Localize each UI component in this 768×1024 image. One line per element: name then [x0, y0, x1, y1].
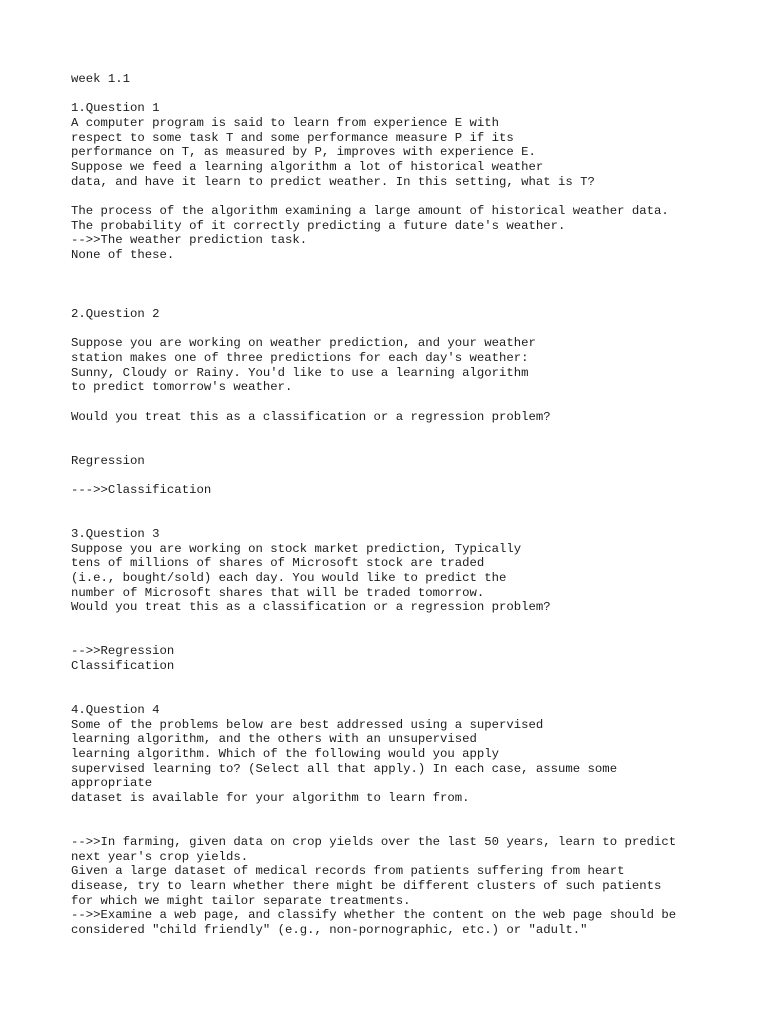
question-1-option: None of these. — [71, 248, 175, 262]
question-4-heading: 4.Question 4 — [71, 703, 160, 717]
question-3-prompt-line: (i.e., bought/sold) each day. You would like to predict the — [71, 571, 507, 585]
question-2-option-selected: --->>Classification — [71, 483, 212, 497]
question-3-prompt-line: tens of millions of shares of Microsoft stock are traded — [71, 556, 485, 570]
question-4-option-continuation: disease, try to learn whether there might be different clusters of such patients — [71, 879, 662, 893]
question-2-question: Would you treat this as a classification or a regression problem? — [71, 410, 551, 424]
question-3-option-selected: -->>Regression — [71, 644, 175, 658]
question-1-prompt-line: performance on T, as measured by P, improves with experience E. — [71, 145, 536, 159]
question-2-prompt-line: station makes one of three predictions for each day's weather: — [71, 351, 529, 365]
question-2-option: Regression — [71, 454, 145, 468]
question-4-option-continuation: considered "child friendly" (e.g., non-pornographic, etc.) or "adult." — [71, 923, 588, 937]
question-3-heading: 3.Question 3 — [71, 527, 160, 541]
question-2-prompt-line: Suppose you are working on weather prediction, and your weather — [71, 336, 536, 350]
question-1-option-selected: -->>The weather prediction task. — [71, 233, 308, 247]
document-title: week 1.1 — [71, 72, 131, 86]
question-4-option-continuation: for which we might tailor separate treatments. — [71, 894, 411, 908]
question-4-prompt-line: dataset is available for your algorithm to learn from. — [71, 791, 470, 805]
question-3-prompt-line: number of Microsoft shares that will be traded tomorrow. — [71, 586, 485, 600]
question-3-prompt-line: Would you treat this as a classification or a regression problem? — [71, 600, 551, 614]
question-1-prompt-line: A computer program is said to learn from experience E with — [71, 116, 500, 130]
question-2-prompt-line: Sunny, Cloudy or Rainy. You'd like to use a learning algorithm — [71, 366, 529, 380]
question-3-prompt-line: Suppose you are working on stock market prediction, Typically — [71, 542, 522, 556]
question-3-option: Classification — [71, 659, 175, 673]
question-1-option: The process of the algorithm examining a large amount of historical weather data. — [71, 204, 669, 218]
question-2-prompt-line: to predict tomorrow's weather. — [71, 380, 293, 394]
question-1-prompt-line: data, and have it learn to predict weather. In this setting, what is T? — [71, 175, 595, 189]
question-1-heading: 1.Question 1 — [71, 101, 160, 115]
question-4-prompt-line: supervised learning to? (Select all that apply.) In each case, assume some — [71, 762, 618, 776]
question-1-option: The probability of it correctly predicting a future date's weather. — [71, 219, 566, 233]
question-4-prompt-line: learning algorithm. Which of the following would you apply — [71, 747, 500, 761]
question-4-option-continuation: next year's crop yields. — [71, 850, 249, 864]
question-2-heading: 2.Question 2 — [71, 307, 160, 321]
question-4-option: Given a large dataset of medical records from patients suffering from heart — [71, 864, 625, 878]
question-4-prompt-line: appropriate — [71, 776, 153, 790]
question-4-prompt-line: Some of the problems below are best addressed using a supervised — [71, 718, 544, 732]
question-1-prompt-line: respect to some task T and some performance measure P if its — [71, 131, 514, 145]
question-4-prompt-line: learning algorithm, and the others with an unsupervised — [71, 732, 477, 746]
question-4-option-selected: -->>Examine a web page, and classify whether the content on the web page should be — [71, 908, 677, 922]
question-1-prompt-line: Suppose we feed a learning algorithm a lot of historical weather — [71, 160, 544, 174]
question-4-option-selected: -->>In farming, given data on crop yields over the last 50 years, learn to predict — [71, 835, 677, 849]
